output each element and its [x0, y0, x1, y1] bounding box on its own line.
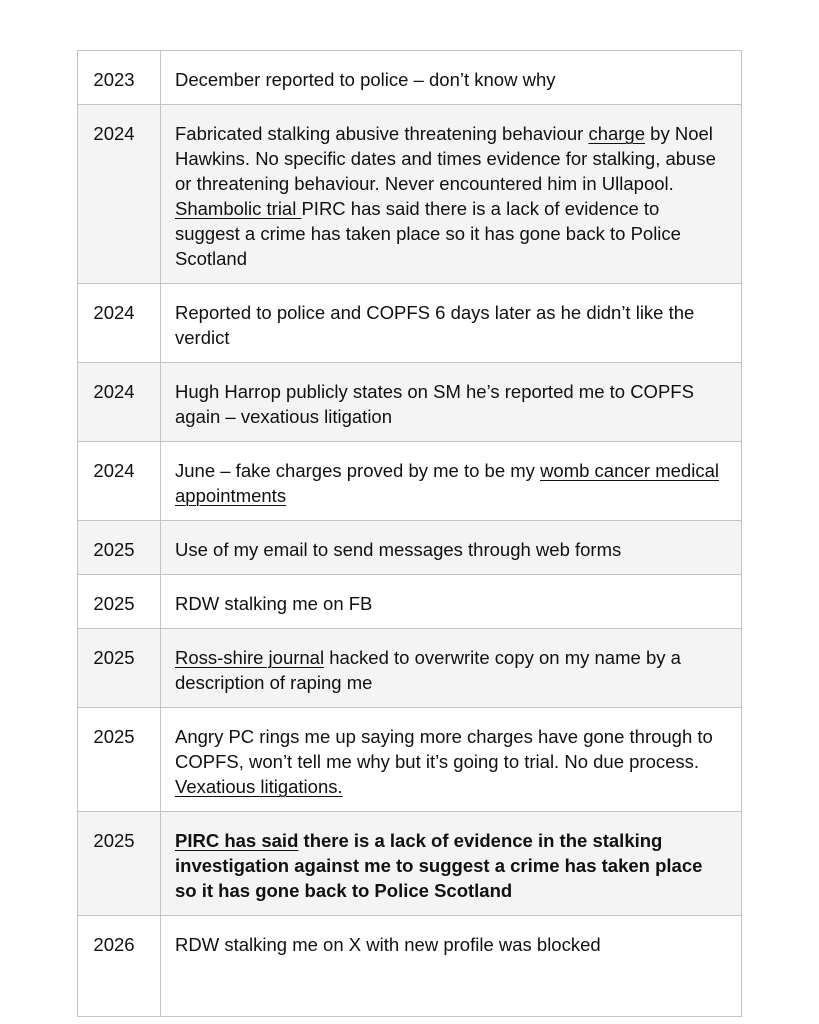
womb-cancer-link-text: womb cancer medical appointments [175, 460, 719, 506]
event-text: June – fake charges proved by me to be my [175, 460, 541, 481]
event-cell [161, 51, 742, 105]
year-cell: 2024 [78, 105, 161, 284]
event-text: PIRC has said there is a lack of evidence to suggest a crime has taken place so it has gone back to Police Scotland [175, 198, 681, 269]
event-text: Fabricated stalking abusive threatening behaviour [175, 123, 589, 144]
table-row [78, 51, 742, 105]
timeline-table [77, 50, 742, 1017]
year-cell: 2024 [78, 284, 161, 363]
table-row [78, 575, 742, 629]
year-cell: 2025 [78, 575, 161, 629]
timeline-body [78, 51, 742, 1017]
event-text: RDW stalking me on X with new profile was blocked [175, 934, 601, 955]
event-text: RDW stalking me on FB [175, 593, 373, 614]
shambolic-trial-link-text: Shambolic trial [175, 198, 302, 219]
event-cell [161, 708, 742, 812]
event-cell [161, 363, 742, 442]
event-cell [161, 812, 742, 916]
table-row [78, 521, 742, 575]
year-cell: 2025 [78, 521, 161, 575]
table-row [78, 284, 742, 363]
table-row [78, 629, 742, 708]
year-cell: 2023 [78, 51, 161, 105]
table-row [78, 442, 742, 521]
year-cell: 2025 [78, 708, 161, 812]
event-text: Use of my email to send messages through web forms [175, 539, 622, 560]
event-cell [161, 916, 742, 1017]
table-row [78, 708, 742, 812]
table-row [78, 916, 742, 1017]
event-text: Reported to police and COPFS 6 days later as he didn’t like the verdict [175, 302, 695, 348]
pirc-has-said-link-text: PIRC has said [175, 830, 299, 851]
table-row [78, 812, 742, 916]
table-row [78, 105, 742, 284]
event-text: there is a lack of evidence in the stalking investigation against me to suggest a crime has taken place so it has gone back to Police Scotland [175, 830, 703, 901]
event-text: hacked to overwrite copy on my name by a description of raping me [175, 647, 681, 693]
event-cell [161, 575, 742, 629]
ross-shire-journal-link-text: Ross-shire journal [175, 647, 325, 668]
table-row [78, 363, 742, 442]
event-cell [161, 629, 742, 708]
event-text: December reported to police – don’t know why [175, 69, 556, 90]
year-cell: 2024 [78, 363, 161, 442]
year-cell: 2024 [78, 442, 161, 521]
event-cell [161, 521, 742, 575]
event-text: Angry PC rings me up saying more charges have gone through to COPFS, won’t tell me why but it’s going to trial. No due process. [175, 726, 713, 772]
event-text: by Noel Hawkins. No specific dates and times evidence for stalking, abuse or threatening behaviour. Never encountered him in Ullapool. [175, 123, 716, 194]
vexatious-litigations-link-text: Vexatious litigations. [175, 776, 343, 797]
event-text: Hugh Harrop publicly states on SM he’s reported me to COPFS again – vexatious litigation [175, 381, 694, 427]
year-cell: 2026 [78, 916, 161, 1017]
charge-link-text: charge [588, 123, 646, 144]
event-cell [161, 442, 742, 521]
event-cell [161, 284, 742, 363]
year-cell: 2025 [78, 629, 161, 708]
event-cell [161, 105, 742, 284]
year-cell: 2025 [78, 812, 161, 916]
